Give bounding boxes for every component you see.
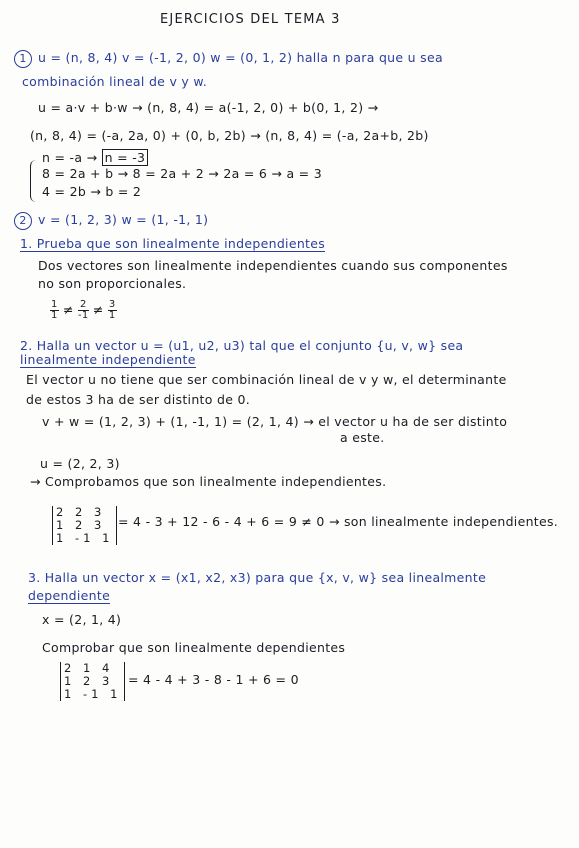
ex2-number: 2 (14, 212, 32, 230)
ex2-part2-sum: v + w = (1, 2, 3) + (1, -1, 1) = (2, 1, 4) → el vector u ha de ser distinto (42, 414, 508, 429)
ex2-part1-title-text: 1. Prueba que son linealmente independientes (20, 236, 326, 251)
ex2-statement-text: v = (1, 2, 3) w = (1, -1, 1) (38, 212, 209, 227)
ex2-part1-title (20, 236, 325, 251)
ex2-statement (14, 212, 208, 230)
ex2-part3-check: Comprobar que son linealmente dependientes (42, 640, 346, 655)
frac2-den: -1 (78, 310, 89, 321)
ex2-part2-title2-text: linealmente independiente (20, 352, 196, 367)
ex1-statement-2: combinación lineal de v y w. (22, 74, 208, 89)
ex2-part2-title1: 2. Halla un vector u = (u1, u2, u3) tal que el conjunto {u, v, w} sea (20, 338, 464, 353)
ex2-part1-text2: no son proporcionales. (38, 276, 187, 291)
det1-row2: 1 2 3 (56, 518, 106, 532)
ex1-sys1 (42, 150, 148, 165)
ex1-answer-box: n = -3 (102, 149, 149, 166)
ex2-part2-text2: de estos 3 ha de ser distinto de 0. (26, 392, 250, 407)
ex1-sys1a: n = -a → (42, 150, 98, 165)
ex1-sys2: 8 = 2a + b → 8 = 2a + 2 → 2a = 6 → a = 3 (42, 166, 322, 181)
ex2-part2-u: u = (2, 2, 3) (40, 456, 120, 471)
det2-row3: 1 -1 1 (64, 687, 122, 701)
det2-row1: 2 1 4 (64, 661, 114, 675)
page-title: EJERCICIOS DEL TEMA 3 (160, 12, 341, 27)
proportion-check: $\frac{1}{1}$ ≠ $\frac{2}{-1}$ ≠ $\frac{3}{1}$ (51, 299, 116, 321)
ex2-part2-title2 (20, 352, 196, 367)
det1-row1: 2 2 3 (56, 505, 106, 519)
det1-result: = 4 - 3 + 12 - 6 - 4 + 6 = 9 ≠ 0 → son linealmente independientes. (118, 514, 559, 529)
ex1-statement (14, 50, 443, 68)
ex2-part3-title2 (28, 588, 110, 603)
frac3-num: 3 (108, 299, 116, 310)
det2-row2: 1 2 3 (64, 674, 114, 688)
ex1-number: 1 (14, 50, 32, 68)
frac1-num: 1 (51, 299, 58, 310)
ex1-line1: u = a·v + b·w → (n, 8, 4) = a(-1, 2, 0) + b(0, 1, 2) → (38, 100, 379, 115)
ex2-part3-title2-text: dependiente (28, 588, 111, 603)
ex1-sys3: 4 = 2b → b = 2 (42, 184, 142, 199)
det1-row3: 1 -1 1 (56, 531, 114, 545)
frac1-den: 1 (51, 310, 58, 321)
ex2-part3-title1: 3. Halla un vector x = (x1, x2, x3) para que {x, v, w} sea linealmente (28, 570, 487, 585)
system-brace (30, 160, 39, 202)
frac2-num: 2 (79, 299, 87, 310)
ex1-line2: (n, 8, 4) = (-a, 2a, 0) + (0, b, 2b) → (n, 8, 4) = (-a, 2a+b, 2b) (30, 128, 429, 143)
ex1-statement-text: u = (n, 8, 4) v = (-1, 2, 0) w = (0, 1, 2) halla n para que u sea (38, 50, 443, 65)
ex2-part1-text1: Dos vectores son linealmente independientes cuando sus componentes (38, 258, 508, 273)
frac3-den: 1 (108, 310, 116, 321)
ex2-part3-x: x = (2, 1, 4) (42, 612, 122, 627)
det2-result: = 4 - 4 + 3 - 8 - 1 + 6 = 0 (128, 672, 299, 687)
determinant-2 (60, 662, 125, 701)
determinant-1 (52, 506, 117, 545)
ex2-part2-sum2: a este. (340, 430, 385, 445)
ex2-part2-check: → Comprobamos que son linealmente independientes. (30, 474, 387, 489)
ex2-part2-text1: El vector u no tiene que ser combinación lineal de v y w, el determinante (26, 372, 507, 387)
